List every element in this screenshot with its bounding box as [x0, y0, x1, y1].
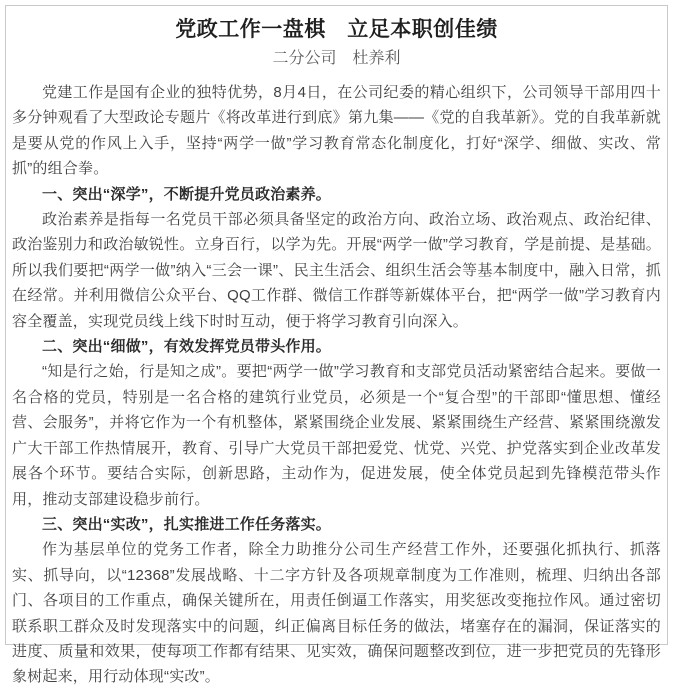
paragraph-section-1: 政治素养是指每一名党员干部必须具备坚定的政治方向、政治立场、政治观点、政治纪律、政治鉴别力和政治敏锐性。立身百行，以学为先。开展“两学一做”学习教育，学是前提、是基础。所以我们要把“两学一做”纳入“三会一课”、民主生活会、组织生活会等基本制度中，融入日常，抓在经常。并利用微信公众平台、QQ工作群、微信工作群等新媒体平台，把“两学一做”学习教育内容全覆盖，实现党员线上线下时时互动，便于将学习教育引向深入。 — [12, 211, 661, 330]
document-page — [5, 5, 668, 686]
section-heading-2: 二、突出“细做”，有效发挥党员带头作用。 — [42, 338, 332, 356]
paragraph-section-3: 作为基层单位的党务工作者，除全力助推分公司生产经营工作外，还要强化抓执行、抓落实、抓导向，以“12368”发展战略、十二字方针及各项规章制度为工作准则，梳理、归纳出各部门、各项目的工作重点，确保关键所在，用责任倒逼工作落实，用奖惩改变拖拉作风。通过密切联系职工群众及时发现落实中的问题，纠正偏离目标任务的做法，堵塞存在的漏洞，保证落实的进度、质量和效果，使每项工作都有结果、见实效，确保问题整改到位，进一步把党员的先锋形象树起来，用行动体现“实改”。 — [12, 541, 661, 686]
paragraph-intro: 党建工作是国有企业的独特优势，8月4日，在公司纪委的精心组织下，公司领导干部用四十多分钟观看了大型政论专题片《将改革进行到底》第九集——《党的自我革新》。党的自我革新就是要从党的作风上入手，坚持“两学一做”学习教育常态化制度化，打好“深学、细做、实改、常抓”的组合拳。 — [12, 84, 661, 178]
section-heading-1: 一、突出“深学”，不断提升党员政治素养。 — [42, 185, 332, 203]
article-body — [12, 80, 661, 690]
article-byline: 二分公司 杜养利 — [272, 50, 401, 67]
article-title: 党政工作一盘棋 立足本职创佳绩 — [175, 18, 498, 41]
section-heading-3: 三、突出“实改”，扎实推进工作任务落实。 — [42, 515, 332, 533]
paragraph-section-2: “知是行之始，行是知之成”。要把“两学一做”学习教育和支部党员活动紧密结合起来。要做一名合格的党员，特别是一名合格的建筑行业党员，必须是一个“复合型”的干部即“懂思想、懂经营、会服务”，并将它作为一个有机整体，紧紧围绕企业发展、紧紧围绕生产经营、紧紧围绕激发广大干部工作热情展开，教育、引导广大党员干部把爱党、忧党、兴党、护党落实到企业改革发展各个环节。要结合实际，创新思路，主动作为，促进发展，使全体党员起到先锋模范带头作用，推动支部建设稳步前行。 — [12, 363, 661, 508]
